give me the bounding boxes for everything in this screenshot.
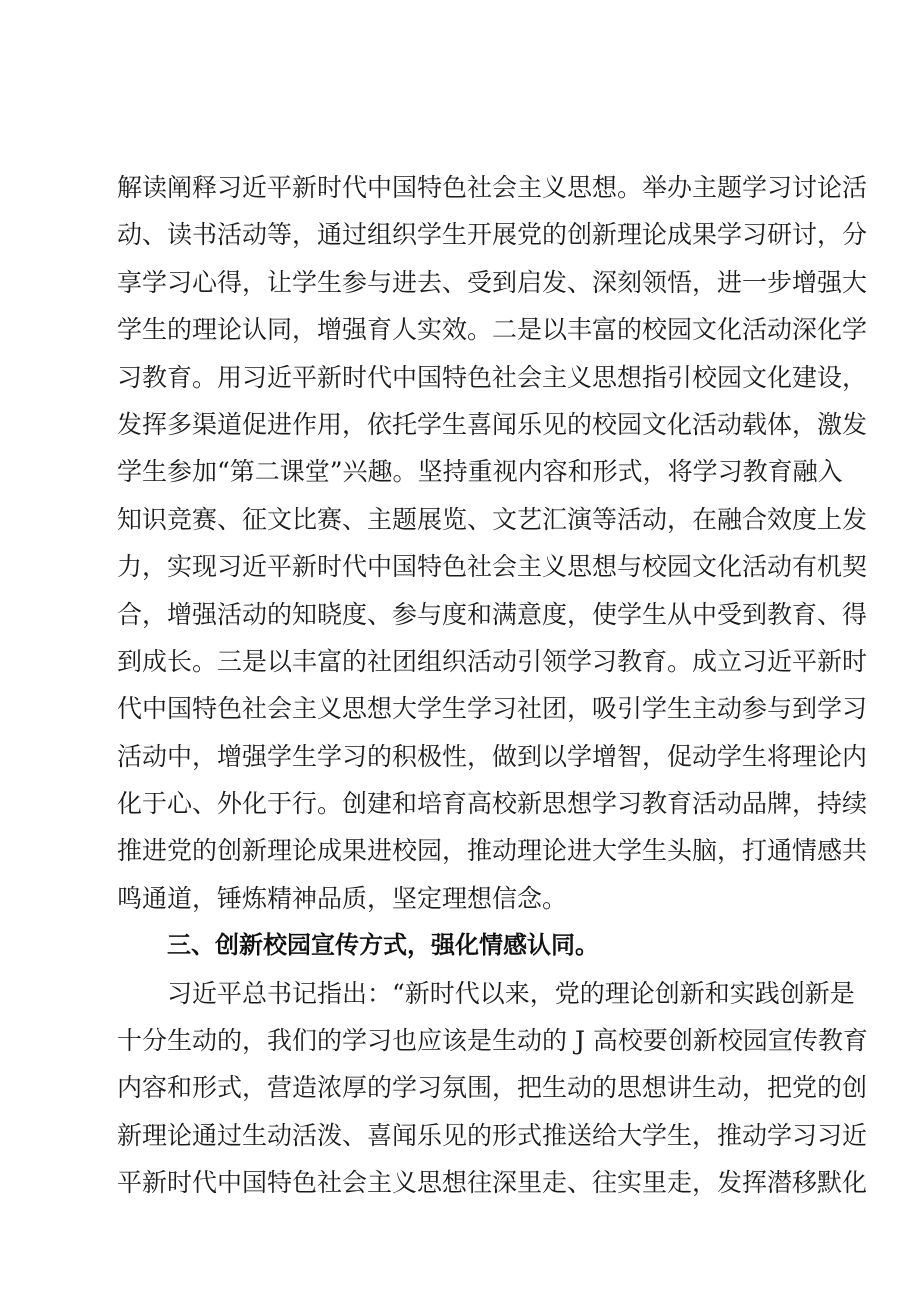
paragraph-line-7: 学生参加“第二课堂”兴趣。坚持重视内容和形式，将学习教育融入 [117,457,843,487]
paragraph-line-3: 享学习心得，让学生参与进去、受到启发、深刻领悟，进一步增强大 [117,267,868,297]
paragraph-line-9: 力，实现习近平新时代中国特色社会主义思想与校园文化活动有机契 [117,552,868,582]
paragraph2-line-4: 新理论通过生动活泼、喜闻乐见的形式推送给大学生，推动学习习近 [117,1120,868,1150]
paragraph-line-14: 化于心、外化于行。创建和培育高校新思想学习教育活动品牌，持续 [117,789,868,819]
paragraph2-line-3: 内容和形式，营造浓厚的学习氛围，把生动的思想讲生动，把党的创 [117,1073,868,1103]
paragraph-line-10: 合，增强活动的知晓度、参与度和满意度，使学生从中受到教育、得 [117,599,868,629]
paragraph2-line-2: 十分生动的，我们的学习也应该是生动的 J 高校要创新校园宣传教育 [117,1026,868,1056]
paragraph-line-5: 习教育。用习近平新时代中国特色社会主义思想指引校园文化建设， [117,362,868,392]
paragraph2-line-1: 习近平总书记指出：“新时代以来，党的理论创新和实践创新是 [167,978,855,1008]
paragraph-line-12: 代中国特色社会主义思想大学生学习社团，吸引学生主动参与到学习 [117,694,868,724]
paragraph-line-4: 学生的理论认同，增强育人实效。二是以丰富的校园文化活动深化学 [117,315,868,345]
paragraph-line-13: 活动中，增强学生学习的积极性，做到以学增智，促动学生将理论内 [117,741,868,771]
paragraph-line-11: 到成长。三是以丰富的社团组织活动引领学习教育。成立习近平新时 [117,646,868,676]
body-text [117,164,868,1207]
paragraph2-line-5: 平新时代中国特色社会主义思想往深里走、往实里走，发挥潜移默化 [117,1168,868,1198]
paragraph-line-16: 鸣通道，锤炼精神品质，坚定理想信念。 [117,883,568,913]
paragraph-line-6: 发挥多渠道促进作用，依托学生喜闻乐见的校园文化活动载体，激发 [117,409,868,439]
paragraph-line-1: 解读阐释习近平新时代中国特色社会主义思想。举办主题学习讨论活 [117,173,868,202]
paragraph-line-8: 知识竞赛、征文比赛、主题展览、文艺汇演等活动，在融合效度上发 [117,504,868,534]
paragraph-line-15: 推进党的创新理论成果进校园，推动理论进大学生头脑，打通情感共 [117,836,868,866]
section-heading: 三、创新校园宣传方式，强化情感认同。 [167,931,599,960]
paragraph-line-2: 动、读书活动等，通过组织学生开展党的创新理论成果学习研讨，分 [117,220,868,250]
